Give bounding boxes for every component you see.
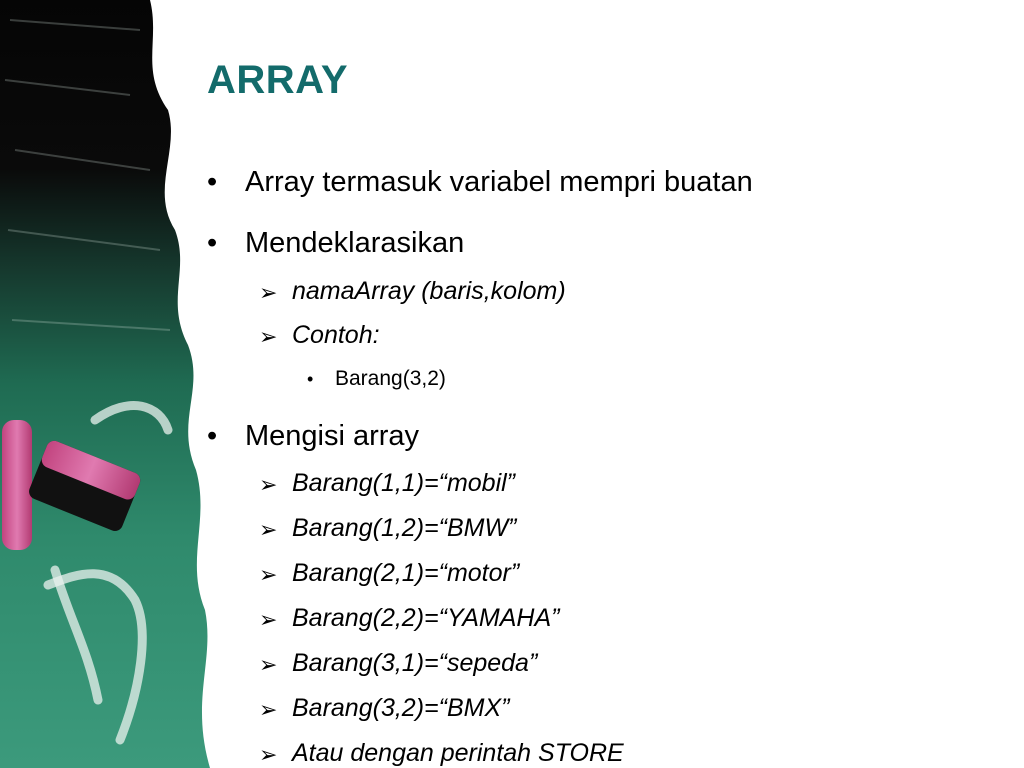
bullet-icon: • xyxy=(207,420,218,452)
arrow-bullet-icon: ➢ xyxy=(259,652,278,677)
bullet-icon: • xyxy=(207,166,218,198)
chalkboard-decoration xyxy=(0,0,240,768)
arrow-bullet-icon: ➢ xyxy=(259,607,278,632)
slide-title: ARRAY xyxy=(207,58,349,102)
bullet-icon: • xyxy=(207,227,218,259)
arrow-bullet-icon: ➢ xyxy=(259,697,278,722)
arrow-bullet-icon: ➢ xyxy=(259,324,278,349)
bullet-icon: • xyxy=(307,369,314,389)
arrow-bullet-icon: ➢ xyxy=(259,517,278,542)
arrow-bullet-icon: ➢ xyxy=(259,742,278,767)
arrow-bullet-icon: ➢ xyxy=(259,562,278,587)
arrow-bullet-icon: ➢ xyxy=(259,472,278,497)
arrow-bullet-icon: ➢ xyxy=(259,280,278,305)
slide-content: • Array termasuk variabel mempri buatan • Mendeklarasikan ➢ namaArray (baris,kolom) ➢ Contoh: • Barang(3,2) • Mengisi array ➢ Barang(1,1)=“mobil” ➢ Barang(1,2)=“BMW” ➢ Barang(2,1)=“motor” ➢ Barang(2,2)=“YAMAHA” ➢ Barang(3,1)=“sepeda” ➢ Barang(3,2)=“BMX” ➢ Atau dengan perintah STORE xyxy=(207,166,753,767)
